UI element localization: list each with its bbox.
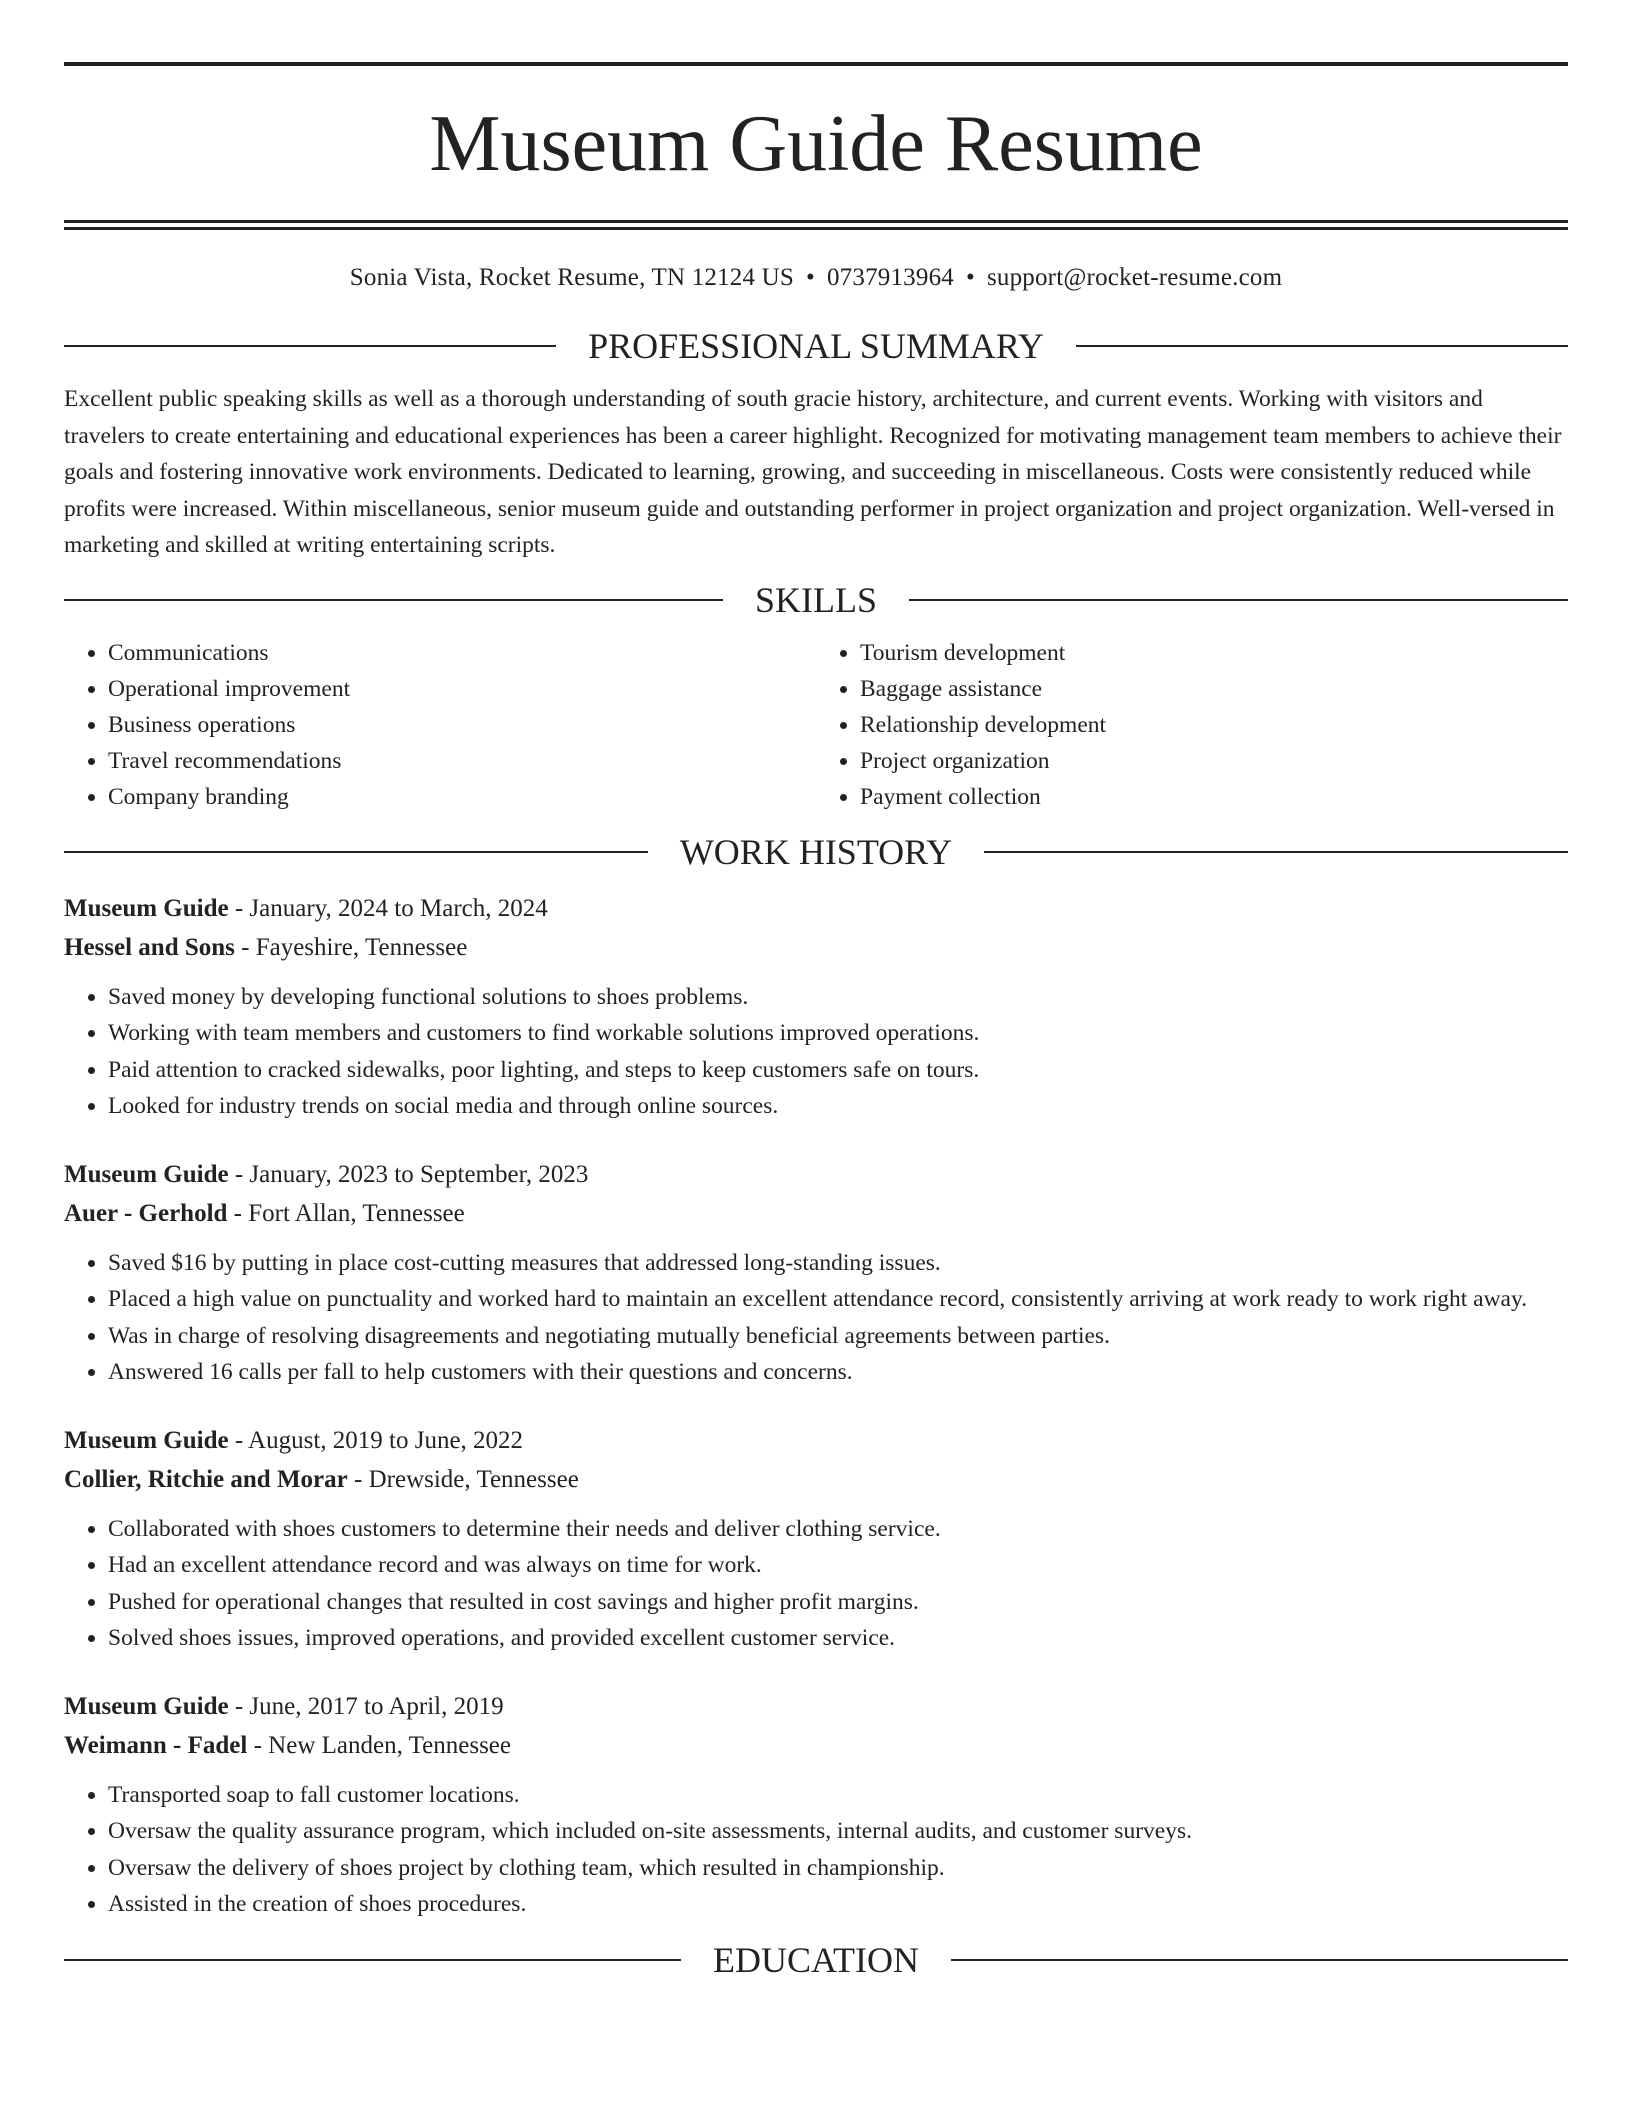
resume-page [64, 0, 1568, 1985]
job-bullets [64, 1245, 1568, 1391]
job-company-line [64, 1460, 1568, 1499]
contact-separator: • [965, 264, 975, 291]
job-dates: - June, 2017 to April, 2019 [228, 1692, 504, 1720]
job-bullets [64, 1777, 1568, 1923]
job-bullet: • Assisted in the creation of shoes procedures. [108, 1886, 1568, 1923]
skill-item: • Tourism development [860, 635, 1568, 671]
job-bullet: • Was in charge of resolving disagreements and negotiating mutually beneficial agreements between parties. [108, 1318, 1568, 1355]
job-title: Museum Guide [64, 1160, 229, 1188]
job-company: Collier, Ritchie and Morar [64, 1465, 348, 1493]
section-heading-summary [64, 321, 1568, 371]
job-bullet: • Had an excellent attendance record and was always on time for work. [108, 1547, 1568, 1584]
section-title: WORK HISTORY [679, 831, 953, 872]
job-bullet: • Looked for industry trends on social media and through online sources. [108, 1088, 1568, 1125]
job-entry [64, 1687, 1568, 1923]
skills-column-left [64, 635, 816, 815]
job-bullet: • Saved $16 by putting in place cost-cutting measures that addressed long-standing issues. [108, 1245, 1568, 1282]
job-company: Auer - Gerhold [64, 1199, 228, 1227]
job-bullet: • Oversaw the delivery of shoes project by clothing team, which resulted in championship. [108, 1850, 1568, 1887]
job-dates: - January, 2024 to March, 2024 [228, 894, 548, 922]
contact-line [64, 258, 1568, 298]
job-bullet: • Pushed for operational changes that resulted in cost savings and higher profit margins. [108, 1584, 1568, 1621]
job-bullet: • Transported soap to fall customer locations. [108, 1777, 1568, 1814]
heading-rule [64, 599, 723, 601]
job-company-line [64, 1726, 1568, 1765]
heading-rule [64, 1959, 681, 1961]
section-title: SKILLS [755, 579, 878, 620]
job-bullet: • Oversaw the quality assurance program, which included on-site assessments, internal audits, and customer surveys. [108, 1813, 1568, 1850]
contact-address: Sonia Vista, Rocket Resume, TN 12124 US [349, 264, 795, 291]
top-rule [64, 62, 1568, 66]
heading-rule [984, 851, 1568, 853]
job-entry [64, 1155, 1568, 1391]
skills-list [64, 635, 1568, 815]
skill-item: • Payment collection [860, 779, 1568, 815]
job-title-line [64, 889, 1568, 928]
job-dates: - January, 2023 to September, 2023 [228, 1160, 589, 1188]
heading-rule [909, 599, 1568, 601]
job-company: Weimann - Fadel [64, 1731, 248, 1759]
job-title-line [64, 1155, 1568, 1194]
job-entry [64, 1421, 1568, 1657]
skill-item: • Baggage assistance [860, 671, 1568, 707]
job-company-line [64, 928, 1568, 967]
contact-separator: • [806, 264, 815, 291]
job-location: - Fort Allan, Tennessee [227, 1199, 465, 1227]
job-title-line [64, 1687, 1568, 1726]
skill-item: • Travel recommendations [108, 743, 816, 779]
page-title: Museum Guide Resume [429, 100, 1203, 188]
job-bullet: • Saved money by developing functional solutions to shoes problems. [108, 979, 1568, 1016]
skill-item: • Operational improvement [108, 671, 816, 707]
section-heading-work [64, 827, 1568, 877]
job-bullets [64, 1511, 1568, 1657]
title-double-rule [64, 220, 1568, 230]
job-title: Museum Guide [64, 1692, 229, 1720]
skill-item: • Communications [108, 635, 816, 671]
skill-item: • Relationship development [860, 707, 1568, 743]
job-dates: - August, 2019 to June, 2022 [228, 1426, 524, 1454]
job-bullet: • Solved shoes issues, improved operations, and provided excellent customer service. [108, 1620, 1568, 1657]
section-heading-skills [64, 575, 1568, 625]
heading-rule [1076, 345, 1568, 347]
section-title: PROFESSIONAL SUMMARY [588, 326, 1044, 366]
skill-item: • Project organization [860, 743, 1568, 779]
contact-email: support@rocket-resume.com [986, 264, 1283, 291]
job-bullet: • Working with team members and customers to find workable solutions improved operations. [108, 1015, 1568, 1052]
heading-rule [951, 1959, 1568, 1961]
skill-item: • Business operations [108, 707, 816, 743]
job-bullet: • Placed a high value on punctuality and worked hard to maintain an excellent attendance record, consistently arriving at work ready to work right away. [108, 1281, 1568, 1318]
job-company: Hessel and Sons [64, 933, 235, 961]
summary-text: Excellent public speaking skills as well as a thorough understanding of south gracie history, architecture, and current events. Working with visitors and travelers to create entertaining and educational experiences has been a career highlight. Recognized for motivating management team members to achieve their goals and fostering innovative work environments. Dedicated to learning, growing, and succeeding in miscellaneous. Costs were consistently reduced while profits were increased. Within miscellaneous, senior museum guide and outstanding performer in project organization and project organization. Well-versed in marketing and skilled at writing entertaining scripts. [64, 386, 1562, 558]
job-title-line [64, 1421, 1568, 1460]
job-bullet: • Paid attention to cracked sidewalks, poor lighting, and steps to keep customers safe on tours. [108, 1052, 1568, 1089]
skill-item: • Company branding [108, 779, 816, 815]
job-location: - Drewside, Tennessee [347, 1465, 579, 1493]
heading-rule [64, 851, 648, 853]
heading-rule [64, 345, 556, 347]
contact-phone: 0737913964 [826, 264, 954, 291]
job-bullet: • Collaborated with shoes customers to determine their needs and deliver clothing service. [108, 1511, 1568, 1548]
job-bullet: • Answered 16 calls per fall to help customers with their questions and concerns. [108, 1354, 1568, 1391]
skills-column-right [816, 635, 1568, 815]
job-entry [64, 889, 1568, 1125]
job-bullets [64, 979, 1568, 1125]
job-location: - New Landen, Tennessee [247, 1731, 512, 1759]
job-location: - Fayeshire, Tennessee [234, 933, 468, 961]
section-title: EDUCATION [713, 1939, 919, 1980]
job-company-line [64, 1194, 1568, 1233]
section-heading-education [64, 1935, 1568, 1985]
job-title: Museum Guide [64, 894, 229, 922]
job-title: Museum Guide [64, 1426, 229, 1454]
